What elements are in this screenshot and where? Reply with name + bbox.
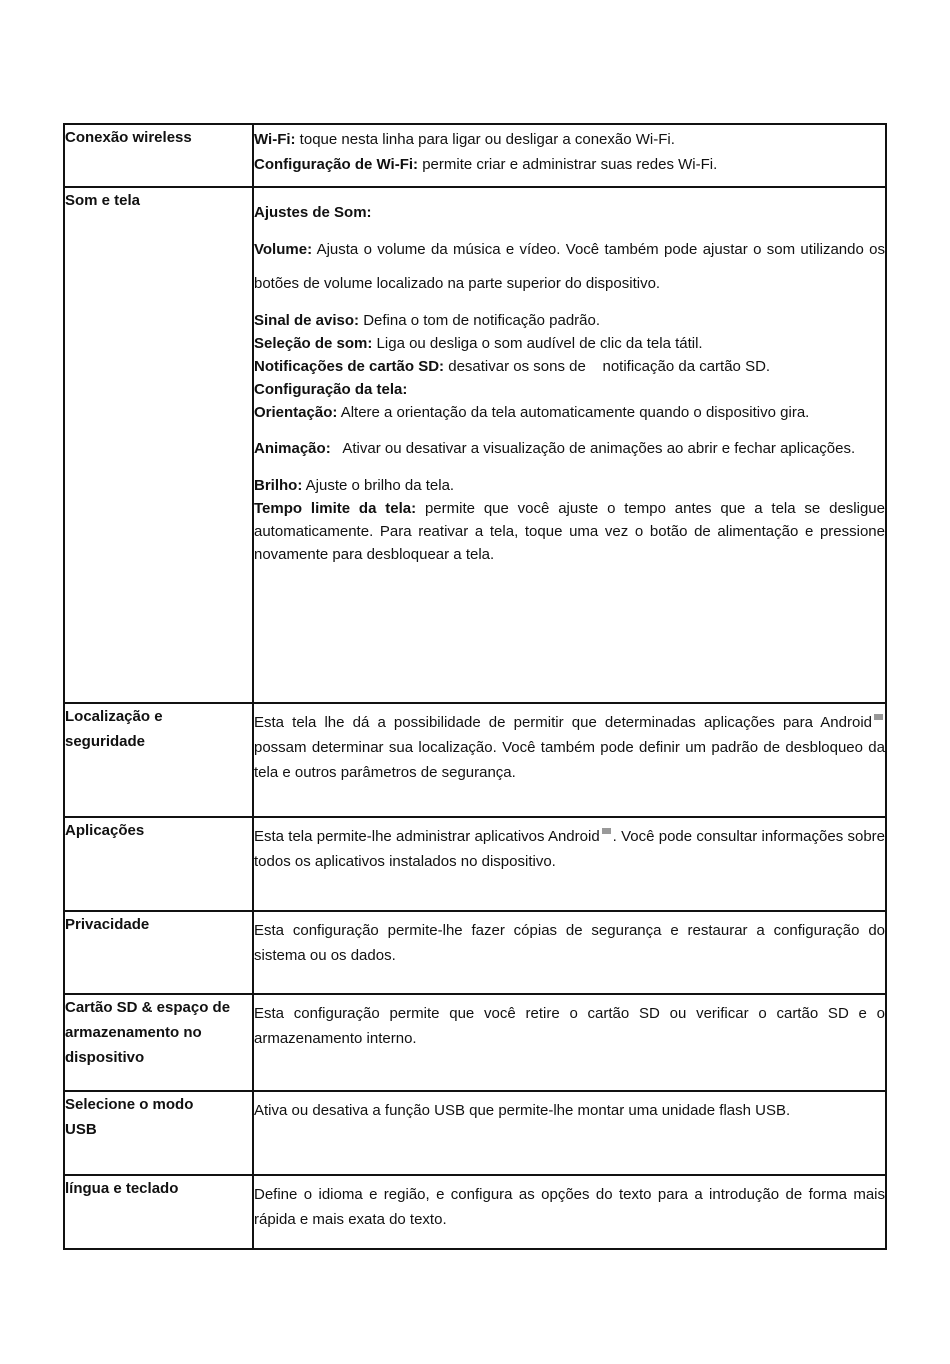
location-text-a: Esta tela lhe dá a possibilidade de permitir que determinadas aplicações para Android (254, 714, 872, 731)
table-row-storage (64, 994, 886, 1091)
orientation-term: Orientação: (254, 404, 338, 421)
table-row-wireless (64, 124, 886, 187)
alert-text: Defina o tom de notificação padrão. (359, 312, 601, 329)
sd-notif-text: desativar os sons de notificação da cartão SD. (444, 358, 771, 375)
row-label-privacy: Privacidade (64, 911, 253, 994)
brightness-text: Ajuste o brilho da tela. (302, 477, 455, 494)
trademark-icon (874, 714, 883, 720)
sd-notif-term: Notificações de cartão SD: (254, 358, 445, 375)
row-label-storage: Cartão SD & espaço de armazenamento no dispositivo (64, 994, 253, 1091)
wifi-config-term: Configuração de Wi-Fi: (254, 156, 419, 173)
screen-heading: Configuração da tela: (254, 381, 408, 398)
table-row-privacy (64, 911, 886, 994)
volume-paragraph (254, 233, 885, 301)
apps-text-b: . Você pode consultar informações sobre todos os aplicativos instalados no dispositivo. (254, 828, 885, 870)
row-label-usb: Selecione o modo USB (64, 1091, 253, 1175)
row-body-apps (253, 817, 886, 911)
sound-options (254, 309, 885, 424)
row-label-sound: Som e tela (64, 187, 253, 703)
table-row-location (64, 703, 886, 817)
animation-paragraph (254, 432, 885, 466)
row-label-location: Localização e seguridade (64, 703, 253, 817)
volume-text: Ajusta o volume da música e vídeo. Você também pode ajustar o som utilizando os botões de volume localizado na parte superior do dispositivo. (254, 241, 885, 292)
row-body-location (253, 703, 886, 817)
settings-table (63, 123, 887, 1250)
table-row-sound (64, 187, 886, 703)
table-row-language (64, 1175, 886, 1249)
animation-term: Animação: (254, 440, 331, 457)
table-row-usb (64, 1091, 886, 1175)
wifi-text: toque nesta linha para ligar ou desligar a conexão Wi-Fi. (295, 131, 675, 148)
screen-options (254, 474, 885, 566)
row-body-usb: Ativa ou desativa a função USB que permite-lhe montar uma unidade flash USB. (253, 1091, 886, 1175)
brightness-term: Brilho: (254, 477, 303, 494)
sound-select-text: Liga ou desliga o som audível de clic da tela tátil. (372, 335, 703, 352)
alert-term: Sinal de aviso: (254, 312, 360, 329)
row-body-language: Define o idioma e região, e configura as opções do texto para a introdução de forma mais rápida e mais exata do texto. (253, 1175, 886, 1249)
row-label-wireless: Conexão wireless (64, 124, 253, 187)
sound-select-term: Seleção de som: (254, 335, 373, 352)
wifi-term: Wi-Fi: (254, 131, 296, 148)
row-body-wireless (253, 124, 886, 187)
wifi-config-text: permite criar e administrar suas redes Wi-Fi. (418, 156, 718, 173)
animation-text: Ativar ou desativar a visualização de animações ao abrir e fechar aplicações. (330, 440, 856, 457)
row-label-apps: Aplicações (64, 817, 253, 911)
row-body-sound (253, 187, 886, 703)
table-row-apps (64, 817, 886, 911)
row-body-storage: Esta configuração permite que você retire o cartão SD ou verificar o cartão SD e o armazenamento interno. (253, 994, 886, 1091)
location-text-b: possam determinar sua localização. Você também pode definir um padrão de desbloqueo da tela e outros parâmetros de segurança. (254, 739, 885, 781)
row-label-language: língua e teclado (64, 1175, 253, 1249)
trademark-icon (602, 828, 611, 834)
timeout-term: Tempo limite da tela: (254, 500, 417, 517)
row-body-privacy: Esta configuração permite-lhe fazer cópias de segurança e restaurar a configuração do sistema ou os dados. (253, 911, 886, 994)
timeout-text: permite que você ajuste o tempo antes que a tela se desligue automaticamente. Para reativar a tela, toque uma vez o botão de alimentação e pressione novamente para desbloquear a tela. (254, 500, 885, 563)
apps-text-a: Esta tela permite-lhe administrar aplicativos Android (254, 828, 600, 845)
orientation-text: Altere a orientação da tela automaticamente quando o dispositivo gira. (337, 404, 810, 421)
volume-term: Volume: (254, 241, 313, 258)
sound-heading: Ajustes de Som: (254, 204, 372, 221)
